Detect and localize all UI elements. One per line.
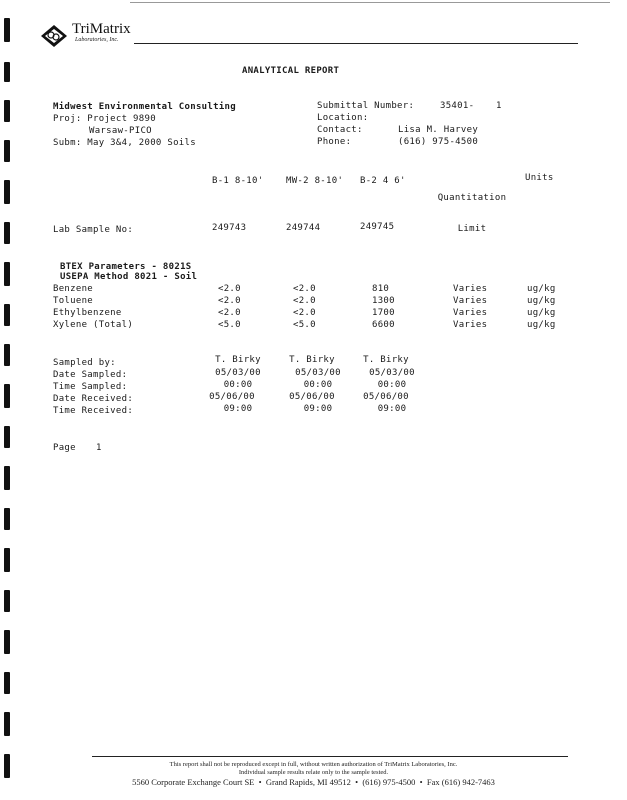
analyte-value-1: <2.0	[218, 296, 241, 306]
footer-rule	[92, 756, 568, 757]
column-sample-1: B-1 8-10'	[212, 176, 264, 186]
page-number: 1	[96, 443, 102, 453]
analyte-units: ug/kg	[527, 308, 556, 318]
lab-sample-label: Lab Sample No:	[53, 225, 134, 235]
analyte-value-1: <2.0	[218, 284, 241, 294]
analyte-name: Benzene	[53, 284, 94, 294]
lab-sample-1: 249743	[212, 223, 247, 233]
sampling-value-3: T. Birky	[363, 355, 409, 365]
analyte-limit: Varies	[453, 308, 488, 318]
binding-mark	[4, 466, 10, 490]
client-company: Midwest Environmental Consulting	[53, 102, 236, 112]
lab-sample-3: 249745	[360, 222, 395, 232]
sampling-label: Date Sampled:	[53, 370, 128, 380]
client-project-location: Warsaw-PICO	[89, 126, 152, 136]
binding-mark	[4, 344, 10, 366]
analyte-units: ug/kg	[527, 320, 556, 330]
analyte-value-2: <2.0	[293, 284, 316, 294]
binding-mark	[4, 630, 10, 654]
binding-mark	[4, 18, 10, 42]
sampling-label: Sampled by:	[53, 358, 116, 368]
phone-number: (616) 975-4500	[398, 137, 479, 147]
sampling-value-3: 05/06/00	[363, 392, 409, 402]
analyte-value-2: <2.0	[293, 308, 316, 318]
sampling-value-2: 00:00	[303, 380, 333, 390]
binding-mark	[4, 222, 10, 244]
report-title: ANALYTICAL REPORT	[242, 66, 340, 76]
binding-mark	[4, 140, 10, 162]
column-quantitation	[430, 173, 514, 244]
binding-mark	[4, 62, 10, 82]
method-line-1: BTEX Parameters - 8021S	[60, 262, 192, 272]
sampling-value-2: 09:00	[303, 404, 333, 414]
method-line-2: USEPA Method 8021 - Soil	[60, 272, 198, 282]
header-rule	[134, 43, 578, 44]
analyte-limit: Varies	[453, 284, 488, 294]
binding-mark	[4, 426, 10, 448]
analyte-value-2: <2.0	[293, 296, 316, 306]
binding-mark	[4, 712, 10, 736]
binding-mark	[4, 262, 10, 286]
footer-sample-note: Individual sample results relate only to the sample tested.	[238, 769, 389, 776]
sampling-value-1: 05/03/00	[215, 368, 261, 378]
analyte-value-3: 6600	[372, 320, 395, 330]
analyte-name: Xylene (Total)	[53, 320, 134, 330]
analyte-units: ug/kg	[527, 284, 556, 294]
analyte-value-3: 1300	[372, 296, 395, 306]
analyte-name: Toluene	[53, 296, 94, 306]
sampling-label: Date Received:	[53, 394, 134, 404]
sampling-label: Time Sampled:	[53, 382, 128, 392]
binding-mark	[4, 590, 10, 612]
submittal-number-label: Submittal Number:	[317, 101, 415, 111]
sampling-value-2: 05/03/00	[295, 368, 341, 378]
column-units: Units	[525, 173, 554, 183]
binding-mark	[4, 180, 10, 204]
column-quantitation-line1: Quantitation	[437, 193, 507, 203]
analyte-value-1: <5.0	[218, 320, 241, 330]
column-quantitation-line2: Limit	[457, 224, 487, 234]
analyte-limit: Varies	[453, 296, 488, 306]
analyte-value-1: <2.0	[218, 308, 241, 318]
binding-mark	[4, 672, 10, 694]
binding-mark	[4, 384, 10, 408]
binding-mark	[4, 304, 10, 326]
sampling-value-2: 05/06/00	[289, 392, 335, 402]
submittal-page-number: 1	[496, 101, 502, 111]
footer-disclaimer: This report shall not be reproduced except in full, without written authorization of TriMatrix Laboratories, Inc.	[169, 761, 458, 768]
location-label: Location:	[317, 113, 369, 123]
analyte-limit: Varies	[453, 320, 488, 330]
logo-subtitle: Laboratories, Inc.	[75, 37, 119, 43]
sampling-value-1: T. Birky	[215, 355, 261, 365]
trimatrix-diamond-icon	[40, 24, 68, 48]
page-label: Page	[53, 443, 76, 453]
analyte-value-2: <5.0	[293, 320, 316, 330]
client-project: Proj: Project 9890	[53, 114, 156, 124]
analyte-value-3: 810	[372, 284, 390, 294]
phone-label: Phone:	[317, 137, 352, 147]
sampling-value-1: 09:00	[223, 404, 253, 414]
column-sample-3: B-2 4 6'	[360, 176, 406, 186]
sampling-label: Time Received:	[53, 406, 134, 416]
analyte-name: Ethylbenzene	[53, 308, 122, 318]
sampling-value-1: 05/06/00	[209, 392, 255, 402]
submittal-number: 35401-	[440, 101, 475, 111]
analyte-units: ug/kg	[527, 296, 556, 306]
analyte-value-3: 1700	[372, 308, 395, 318]
contact-name: Lisa M. Harvey	[398, 125, 479, 135]
sampling-value-1: 00:00	[223, 380, 253, 390]
lab-sample-2: 249744	[286, 223, 321, 233]
top-edge-line	[130, 2, 610, 3]
sampling-value-3: 05/03/00	[369, 368, 415, 378]
column-sample-2: MW-2 8-10'	[286, 176, 344, 186]
binding-mark	[4, 508, 10, 530]
sampling-value-3: 09:00	[377, 404, 407, 414]
logo-name: TriMatrix	[72, 21, 131, 37]
sampling-value-2: T. Birky	[289, 355, 335, 365]
sampling-value-3: 00:00	[377, 380, 407, 390]
footer-address: 5560 Corporate Exchange Court SE • Grand Rapids, MI 49512 • (616) 975-4500 • Fax (616) 942-7463	[132, 777, 495, 787]
client-submitted: Subm: May 3&4, 2000 Soils	[53, 138, 196, 148]
contact-label: Contact:	[317, 125, 363, 135]
binding-mark	[4, 100, 10, 122]
binding-mark	[4, 548, 10, 572]
